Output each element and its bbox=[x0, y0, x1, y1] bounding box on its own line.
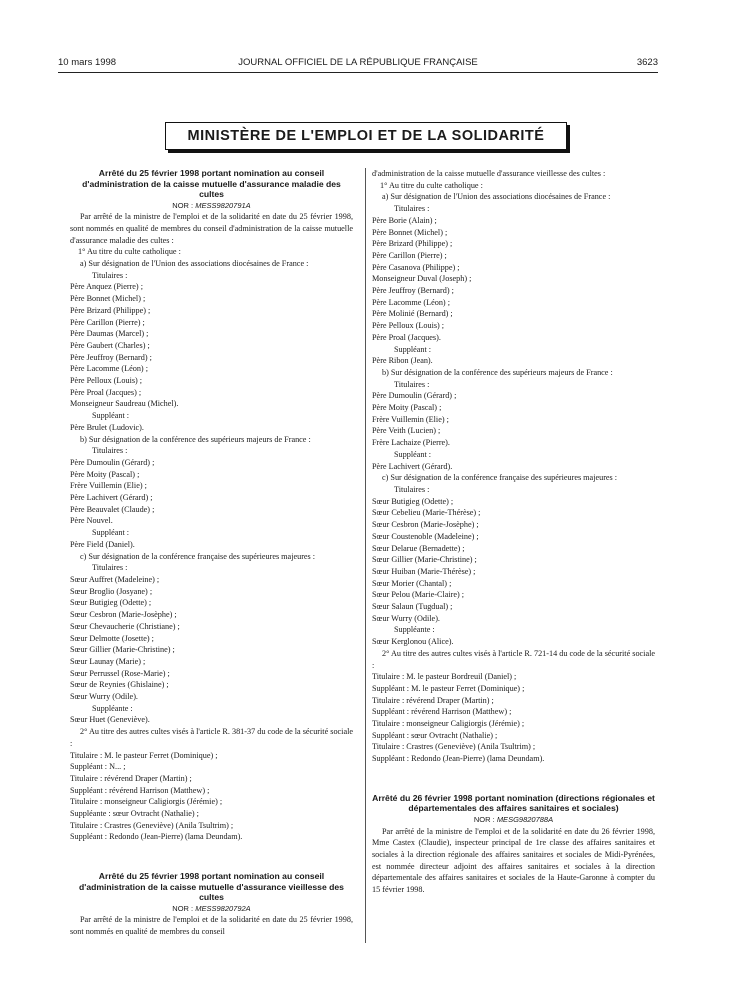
list-item: Suppléant : sœur Ovtracht (Nathalie) ; bbox=[372, 730, 498, 740]
union-titulaires-list bbox=[372, 215, 655, 344]
suppleante-label: Suppléante : bbox=[92, 703, 133, 713]
list-item: Père Carillon (Pierre) ; bbox=[372, 250, 447, 260]
list-item: Père Dumoulin (Gérard) ; bbox=[70, 457, 155, 467]
titulaires-label: Titulaires : bbox=[394, 379, 430, 389]
list-item: Suppléant : Redondo (Jean-Pierre) (lama Deundam). bbox=[372, 754, 545, 764]
list-item: Sœur Gillier (Marie-Christine) ; bbox=[70, 645, 175, 655]
list-item: Père Pelloux (Louis) ; bbox=[372, 321, 445, 331]
list-item: Sœur de Reynies (Ghislaine) ; bbox=[70, 680, 169, 690]
header-page-number: 3623 bbox=[636, 57, 658, 68]
list-item: Père Borie (Alain) ; bbox=[372, 215, 437, 225]
list-item: Sœur Cebelieu (Marie-Thérèse) ; bbox=[372, 508, 481, 518]
titulaires-label: Titulaires : bbox=[394, 484, 430, 494]
conference-designation: b) Sur désignation de la conférence des supérieurs majeurs de France : bbox=[80, 434, 311, 444]
list-item: Sœur Launay (Marie) ; bbox=[70, 656, 146, 666]
list-item: Sœur Gillier (Marie-Christine) ; bbox=[372, 555, 477, 565]
right-column bbox=[372, 168, 655, 896]
list-item: Père Casanova (Philippe) ; bbox=[372, 262, 460, 272]
other-cults-heading: 2° Au titre des autres cultes visés à l'article R. 381-37 du code de la sécurité sociale : bbox=[70, 727, 353, 748]
superieures-titulaires-list bbox=[372, 496, 655, 625]
list-item: Père Brizard (Philippe) ; bbox=[70, 305, 151, 315]
superieures-titulaires-list bbox=[70, 574, 353, 703]
article-1-title: Arrêté du 25 février 1998 portant nomination au conseil d'administration de la caisse mutuelle d'assurance maladie des cultes bbox=[82, 168, 341, 199]
union-designation: a) Sur désignation de l'Union des associations diocésaines de France : bbox=[382, 192, 611, 202]
list-item: Père Jeuffroy (Bernard) ; bbox=[70, 352, 152, 362]
list-item: Suppléant : révérend Harrison (Matthew) ; bbox=[372, 707, 512, 717]
list-item: Père Proal (Jacques). bbox=[372, 332, 441, 342]
list-item: Sœur Wurry (Odile). bbox=[372, 613, 440, 623]
list-item: Père Lacomme (Léon) ; bbox=[372, 297, 450, 307]
titulaires-label: Titulaires : bbox=[92, 563, 128, 573]
page-header bbox=[58, 57, 658, 71]
list-item: Suppléant : M. le pasteur Ferret (Dominique) ; bbox=[372, 683, 525, 693]
list-item: Sœur Butigieg (Odette) ; bbox=[70, 598, 152, 608]
list-item: Père Veith (Lucien) ; bbox=[372, 426, 441, 436]
list-item: Titulaire : révérend Draper (Martin) ; bbox=[70, 773, 192, 783]
list-item: Sœur Auffret (Madeleine) ; bbox=[70, 575, 160, 584]
article-1-nor: NOR : MESS9820791A bbox=[172, 200, 251, 210]
list-item: Sœur Wurry (Odile). bbox=[70, 692, 138, 702]
list-item: Suppléant : N... ; bbox=[70, 762, 126, 772]
article-1-intro: Par arrêté de la ministre de l'emploi et de la solidarité en date du 25 février 1998, sont nommés en qualité de membres du conseil d'administration de la caisse mutuelle d'assurance maladie des cultes : bbox=[70, 212, 353, 245]
list-item: Père Lachivert (Gérard) ; bbox=[70, 493, 153, 503]
list-item: Père Anquez (Pierre) ; bbox=[70, 282, 143, 292]
list-item: Frère Vuillemin (Elie) ; bbox=[372, 414, 449, 424]
ministry-title-box bbox=[165, 122, 567, 150]
list-item: Sœur Chevaucherie (Christiane) ; bbox=[70, 621, 180, 631]
suppleant-label: Suppléant : bbox=[394, 344, 432, 354]
article-2-title: Arrêté du 25 février 1998 portant nomination au conseil d'administration de la caisse mutuelle d'assurance vieillesse des cultes bbox=[79, 871, 344, 903]
list-item: Sœur Delarue (Bernadette) ; bbox=[372, 543, 465, 553]
list-item: Sœur Huiban (Marie-Thérèse) ; bbox=[372, 566, 476, 576]
header-date: 10 mars 1998 bbox=[58, 57, 117, 68]
suppleant-label: Suppléant : bbox=[394, 449, 432, 459]
titulaires-label: Titulaires : bbox=[92, 446, 128, 456]
list-item: Père Brizard (Philippe) ; bbox=[372, 239, 453, 249]
cult-catholic-heading: 1° Au titre du culte catholique : bbox=[380, 180, 483, 190]
list-item: Sœur Coustenoble (Madeleine) ; bbox=[372, 531, 479, 541]
list-item: Monseigneur Duval (Joseph) ; bbox=[372, 274, 472, 284]
conference-titulaires-list bbox=[372, 390, 655, 449]
header-journal-title: JOURNAL OFFICIEL DE LA RÉPUBLIQUE FRANÇAISE bbox=[238, 57, 478, 68]
list-item: Sœur Broglio (Josyane) ; bbox=[70, 586, 153, 596]
left-column bbox=[70, 168, 353, 938]
union-titulaires-list bbox=[70, 281, 353, 410]
list-item: Père Dumoulin (Gérard) ; bbox=[372, 391, 457, 401]
conference-suppleant: Père Field (Daniel). bbox=[70, 539, 135, 549]
superieures-suppleante: Sœur Huet (Geneviève). bbox=[70, 715, 150, 725]
list-item: Père Bonnet (Michel) ; bbox=[372, 227, 448, 237]
list-item: Père Beauvalet (Claude) ; bbox=[70, 504, 155, 514]
cult-catholic-heading: 1° Au titre du culte catholique : bbox=[78, 247, 181, 257]
list-item: Titulaire : révérend Draper (Martin) ; bbox=[372, 695, 494, 705]
list-item: Suppléant : révérend Harrison (Matthew) ; bbox=[70, 785, 210, 795]
conference-titulaires-list bbox=[70, 457, 353, 527]
list-item: Titulaire : monseigneur Caligiorgis (Jérémie) ; bbox=[70, 797, 223, 807]
list-item: Titulaire : Crastres (Geneviève) (Anila Tsultrim) ; bbox=[372, 742, 536, 752]
list-item: Titulaire : monseigneur Caligiorgis (Jérémie) ; bbox=[372, 719, 525, 729]
titulaires-label: Titulaires : bbox=[92, 270, 128, 280]
other-cults-heading: 2° Au titre des autres cultes visés à l'article R. 721-14 du code de la sécurité sociale : bbox=[372, 648, 655, 670]
list-item: Père Lacomme (Léon) ; bbox=[70, 364, 148, 374]
list-item: Père Jeuffroy (Bernard) ; bbox=[372, 286, 454, 296]
article-2-continuation: d'administration de la caisse mutuelle d'assurance vieillesse des cultes : bbox=[372, 169, 606, 178]
list-item: Suppléante : sœur Ovtracht (Nathalie) ; bbox=[70, 809, 199, 819]
union-suppleant: Père Brulet (Ludovic). bbox=[70, 422, 144, 432]
list-item: Père Molinié (Bernard) ; bbox=[372, 309, 453, 319]
conference-designation: b) Sur désignation de la conférence des supérieurs majeurs de France : bbox=[382, 367, 613, 377]
header-rule bbox=[58, 72, 658, 73]
article-3-title: Arrêté du 26 février 1998 portant nomination (directions régionales et départementales des affaires sanitaires et sociales) bbox=[372, 792, 655, 814]
list-item: Père Daumas (Marcel) ; bbox=[70, 329, 149, 339]
suppleant-label: Suppléant : bbox=[92, 528, 130, 538]
article-3-text: Par arrêté de la ministre de l'emploi et de la solidarité en date du 26 février 1998, Mme Castex (Claudie), inspecteur principal de 1re classe des affaires sanitaires et sociales à la direction régionale des affaires sanitaires et sociales de Midi-Pyrénées, est nommée directeur adjoint des affaires sanitaires et sociales à la direction départementale des affaires sanitaires et sociales de la Haute-Garonne à compter du 15 février 1998. bbox=[372, 826, 655, 895]
list-item: Suppléant : Redondo (Jean-Pierre) (lama Deundam). bbox=[70, 832, 243, 842]
list-item: Père Proal (Jacques) ; bbox=[70, 387, 142, 397]
list-item: Père Gaubert (Charles) ; bbox=[70, 340, 150, 350]
list-item: Monseigneur Saudreau (Michel). bbox=[70, 399, 179, 409]
ministry-title: MINISTÈRE DE L'EMPLOI ET DE LA SOLIDARITÉ bbox=[187, 128, 545, 144]
list-item: Sœur Cesbron (Marie-Josèphe) ; bbox=[70, 610, 177, 620]
list-item: Père Moity (Pascal) ; bbox=[70, 469, 140, 479]
list-item: Sœur Cesbron (Marie-Josèphe) ; bbox=[372, 520, 479, 530]
conference-suppleant: Père Lachivert (Gérard). bbox=[372, 461, 453, 471]
list-item: Frère Lachaize (Pierre). bbox=[372, 438, 450, 448]
union-designation: a) Sur désignation de l'Union des associations diocésaines de France : bbox=[80, 259, 309, 269]
superieures-designation: c) Sur désignation de la conférence française des supérieures majeures : bbox=[80, 551, 316, 561]
list-item: Frère Vuillemin (Elie) ; bbox=[70, 481, 147, 491]
other-cults-list bbox=[70, 750, 353, 844]
article-2-intro: Par arrêté de la ministre de l'emploi et de la solidarité en date du 25 février 1998, sont nommés en qualité de membres du conseil bbox=[70, 915, 353, 937]
suppleant-label: Suppléant : bbox=[92, 411, 130, 421]
column-divider bbox=[365, 168, 366, 943]
list-item: Titulaire : M. le pasteur Ferret (Dominique) ; bbox=[70, 750, 218, 760]
list-item: Titulaire : M. le pasteur Bordreuil (Daniel) ; bbox=[372, 672, 517, 682]
suppleante-label: Suppléante : bbox=[394, 625, 435, 635]
superieures-designation: c) Sur désignation de la conférence française des supérieures majeures : bbox=[382, 473, 618, 483]
list-item: Père Bonnet (Michel) ; bbox=[70, 294, 146, 304]
article-3-nor: NOR : MESG9820788A bbox=[473, 814, 554, 824]
list-item: Sœur Perrussel (Rose-Marie) ; bbox=[70, 668, 170, 678]
list-item: Sœur Delmotte (Josette) ; bbox=[70, 633, 154, 643]
superieures-suppleante: Sœur Kerglonou (Alice). bbox=[372, 637, 454, 647]
list-item: Père Pelloux (Louis) ; bbox=[70, 376, 143, 386]
titulaires-label: Titulaires : bbox=[394, 204, 430, 214]
list-item: Père Carillon (Pierre) ; bbox=[70, 317, 145, 327]
list-item: Sœur Butigieg (Odette) ; bbox=[372, 496, 454, 506]
list-item: Titulaire : Crastres (Geneviève) (Anila Tsultrim) ; bbox=[70, 820, 234, 830]
list-item: Sœur Pelou (Marie-Claire) ; bbox=[372, 590, 465, 600]
other-cults-list bbox=[372, 671, 655, 765]
list-item: Père Nouvel. bbox=[70, 516, 113, 526]
list-item: Père Moity (Pascal) ; bbox=[372, 403, 442, 413]
union-suppleant: Père Ribon (Jean). bbox=[372, 356, 433, 366]
list-item: Sœur Morier (Chantal) ; bbox=[372, 578, 452, 588]
list-item: Sœur Salaun (Tugdual) ; bbox=[372, 602, 453, 612]
article-2-nor: NOR : MESS9820792A bbox=[172, 903, 251, 913]
